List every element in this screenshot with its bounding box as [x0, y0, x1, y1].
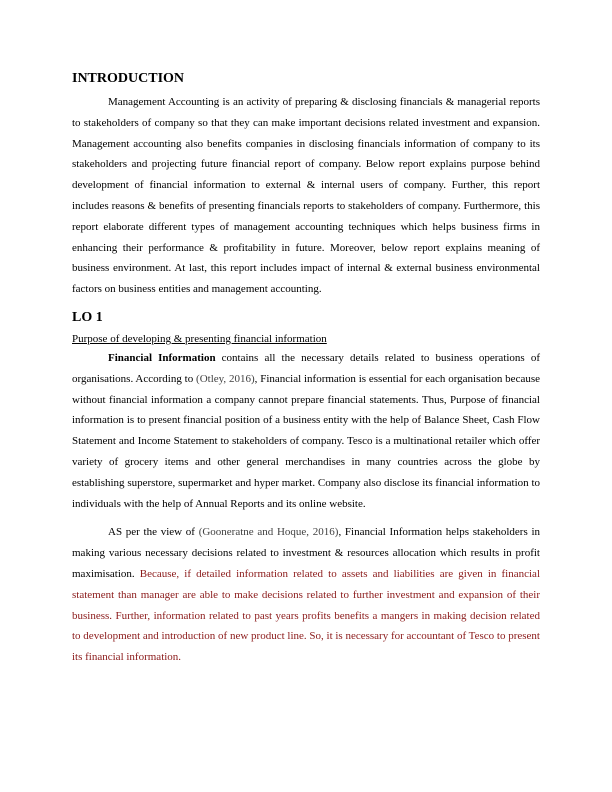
introduction-heading: INTRODUCTION	[72, 71, 185, 86]
financial-information-term: Financial Information	[108, 351, 216, 364]
p1-text-b: , Financial information is essential for each organisation because without financial information a company cannot prepare financial statements. Thus, Purpose of financial information is to present financial position of a business entity with the help of Balance Sheet, Cash Flow Statement and Income Statement to stakeholders of company. Tesco is a multinational retailer which offer variety of grocery items and other general merchandises in many countries across the globe by establishing superstore, supermarket and hyper market. Company also disclose its financial information to individuals with the help of Annual Reports and its online website.	[72, 372, 540, 510]
financial-information-paragraph	[72, 348, 540, 514]
otley-citation: (Otley, 2016)	[196, 372, 255, 385]
p2-text-b: , Financial Information helps stakeholders in making various necessary decisions related to investment & resources allocation which results in profit maximisation.	[72, 526, 541, 580]
gooneratne-citation: (Gooneratne and Hoque, 2016)	[198, 526, 339, 539]
p1-text-a: contains all the necessary details related to business operations of organisations. According to	[72, 351, 540, 385]
lo1-subheading: Purpose of developing & presenting financial information	[72, 332, 327, 345]
lo1-heading: LO 1	[72, 309, 103, 325]
highlighted-text: Because, if detailed information related to assets and liabilities are given in financial statement than manager are able to make decisions related to further investment and expansion of their business. Further, information related to past years profits benefits a mangers in making decision related to development and introduction of new product line. So, it is necessary for accountant of Tesco to present its financial information.	[72, 567, 540, 664]
document-page	[72, 70, 540, 668]
stakeholders-paragraph	[72, 522, 540, 668]
introduction-paragraph: Management Accounting is an activity of preparing & disclosing financials & managerial reports to stakeholders of company so that they can make important decisions related investment and expansion. Management accounting also benefits companies in disclosing financials information of company to its stakeholders and projecting future financial report of company. Below report explains purpose behind development of financial information to external & internal users of company. Further, this report includes reasons & benefits of presenting financials reports to stakeholders of company. Furthermore, this report elaborate different types of management accounting techniques which helps business firms in enhancing their performance & profitability in future. Moreover, below report explains meaning of business environment. At last, this report includes impact of internal & external business environmental factors on business entities and management accounting.	[72, 96, 540, 296]
p2-text-a: AS per the view of	[108, 526, 199, 539]
